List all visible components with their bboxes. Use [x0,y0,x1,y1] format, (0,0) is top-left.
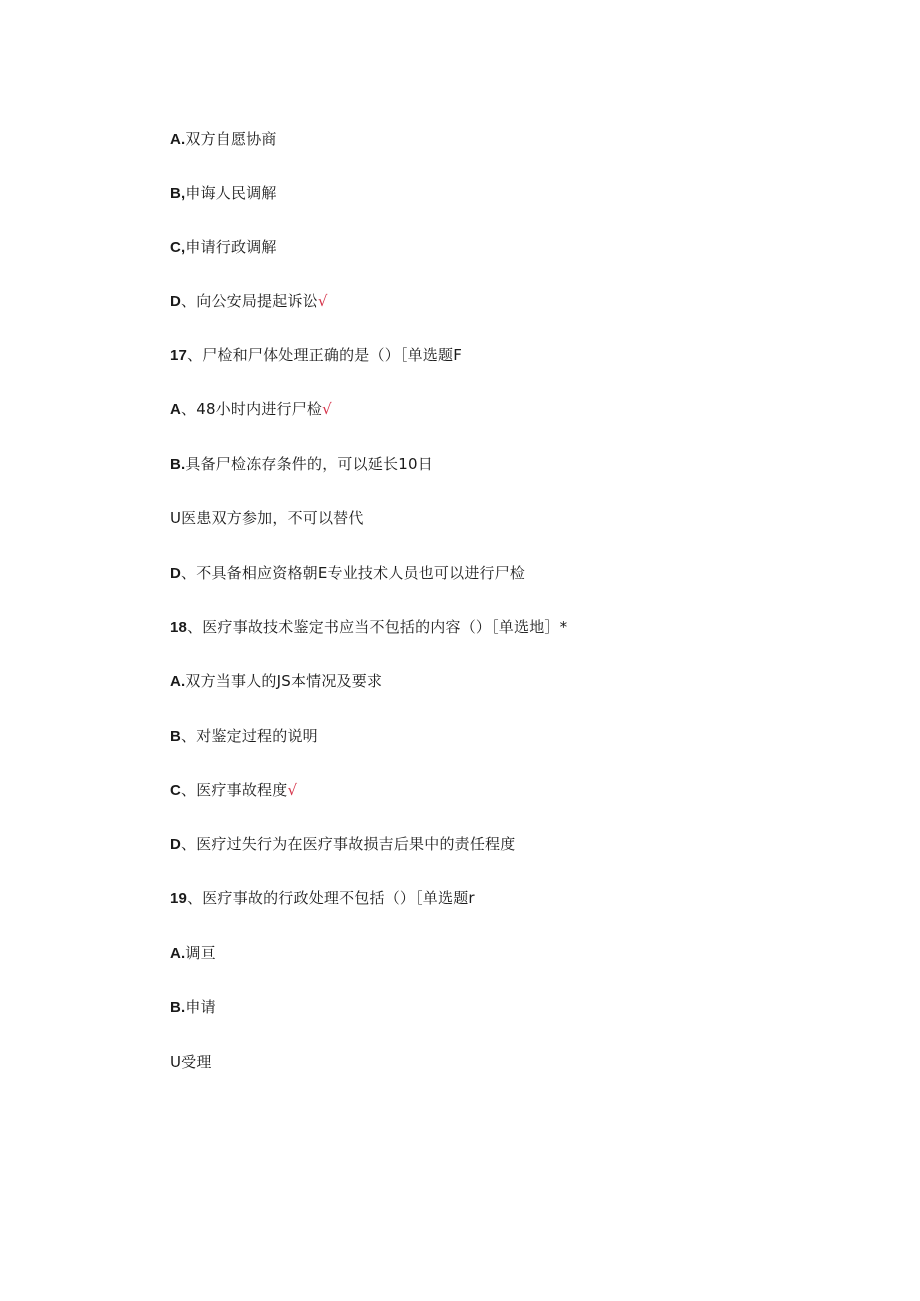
line-text: 申请行政调解 [185,238,277,256]
option-d-line [170,291,328,312]
option-b-line [170,997,216,1018]
line-text: 、医疗事故程度 [181,781,288,799]
question-number: 19 [170,890,188,907]
line-text: 、对鉴定过程的说明 [181,727,318,745]
check-mark: √ [317,292,328,310]
option-b-line [170,454,433,475]
option-d-line [170,563,525,584]
question-19 [170,888,475,909]
question-text: 、医疗事故技术鉴定书应当不包括的内容（）［单选地］* [187,618,568,636]
line-lead: A. [170,945,186,962]
option-a-line [170,671,382,692]
question-number: 18 [170,619,188,636]
line-text: 双方自愿协商 [185,130,277,148]
line-text: 具备尸检冻存条件的，可以延长10日 [185,455,433,473]
line-lead: B. [170,456,186,473]
question-17 [170,345,462,366]
option-a-line [170,943,216,964]
line-lead: B [170,728,182,745]
line-text: 、48小时内进行尸检 [181,400,323,418]
line-lead: C [170,782,182,799]
check-mark: √ [287,781,298,799]
option-a-line [170,129,277,150]
option-b-line [170,183,277,204]
option-c-line [170,508,364,529]
question-text: 、尸检和尸体处理正确的是（）［单选题F [187,346,463,364]
line-text: U医患双方参加，不可以替代 [170,509,364,527]
line-text: 、医疗过失行为在医疗事故损吉后果中的责任程度 [181,835,516,853]
line-text: 双方当事人的JS本情况及要求 [185,672,383,690]
option-c-line [170,780,297,801]
line-lead: D [170,836,182,853]
line-text: 申诲人民调解 [185,184,277,202]
line-lead: A. [170,673,186,690]
line-lead: B. [170,999,186,1016]
option-b-line [170,726,318,747]
question-18 [170,617,567,638]
line-lead: A [170,401,182,418]
check-mark: √ [322,400,332,418]
line-lead: D [170,293,182,310]
line-text: 调亘 [185,944,216,962]
option-d-line [170,834,515,855]
line-lead: A. [170,131,186,148]
line-lead: B, [170,185,186,202]
line-text: U受理 [170,1053,212,1071]
line-text: 、向公安局提起诉讼 [181,292,318,310]
option-c-line [170,237,277,258]
line-text: 、不具备相应资格朝E专业技术人员也可以进行尸检 [181,564,526,582]
option-c-line [170,1052,212,1073]
question-number: 17 [170,347,188,364]
line-lead: D [170,565,182,582]
line-text: 申请 [185,998,216,1016]
line-lead: C, [170,239,186,256]
question-text: 、医疗事故的行政处理不包括（）［单选题r [187,889,475,907]
option-a-line [170,399,332,420]
